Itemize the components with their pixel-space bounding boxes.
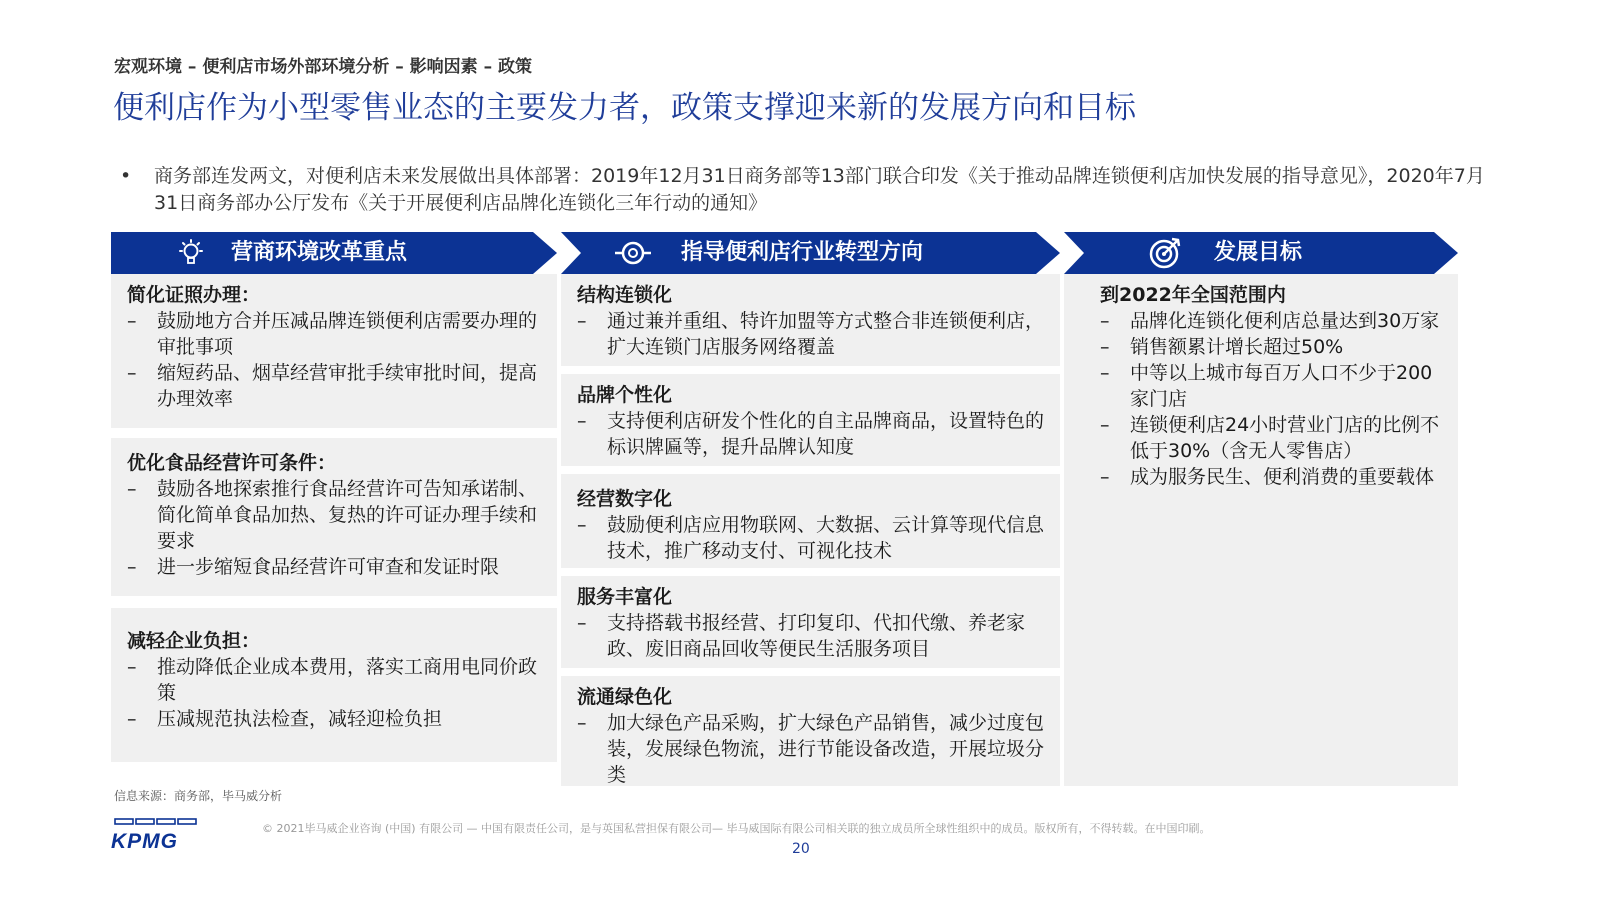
list-item: – 支持搭载书报经营、打印复印、代扣代缴、养老家政、废旧商品回收等便民生活服务项目 [577,612,1026,660]
direction-box [561,676,1060,786]
direction-box [561,474,1060,568]
box-title: 减轻企业负担： [127,630,261,652]
list-item: – 销售额累计增长超过50% [1100,336,1344,358]
box-title: 经营数字化 [577,488,673,510]
box-title: 优化食品经营许可条件： [127,452,337,474]
page-number: 20 [792,841,810,857]
column-header [111,232,557,274]
list-item: – 鼓励地方合并压减品牌连锁便利店需要办理的审批事项 [127,310,538,358]
direction-box [561,374,1060,466]
column-header-label: 营商环境改革重点 [231,240,408,265]
list-item: – 支持便利店研发个性化的自主品牌商品，设置特色的标识牌匾等，提升品牌认知度 [577,410,1045,458]
lightbulb-icon [177,239,205,267]
column-header-label: 指导便利店行业转型方向 [681,240,924,265]
list-item: – 加大绿色产品采购，扩大绿色产品销售，减少过度包装，发展绿色物流，进行节能设备改造，开展垃圾分类 [577,712,1045,786]
box-title: 简化证照办理： [127,284,261,306]
box-title: 服务丰富化 [577,586,673,608]
policy-box [111,438,557,596]
list-item: – 推动降低企业成本费用，落实工商用电同价政策 [127,656,538,704]
source-note: 信息来源：商务部，毕马威分析 [114,789,283,803]
list-item: – 鼓励便利店应用物联网、大数据、云计算等现代信息技术，推广移动支付、可视化技术 [577,514,1045,562]
column-header [1064,232,1458,274]
column-header [561,232,1060,274]
bullet-dot: • [120,165,132,187]
goals-box [1064,274,1458,786]
list-item: – 连锁便利店24小时营业门店的比例不低于30%（含无人零售店） [1100,414,1440,462]
column-business-environment [111,232,557,730]
list-item: – 压减规范执法检查，减轻迎检负担 [127,708,443,730]
page-title: 便利店作为小型零售业态的主要发力者，政策支撑迎来新的发展方向和目标 [113,90,1136,126]
kpmg-logo-text: KPMG [111,830,178,853]
column-development-goals [1064,232,1458,488]
list-item: – 缩短药品、烟草经营审批手续审批时间，提高办理效率 [127,362,538,410]
intro-text: 商务部连发两文，对便利店未来发展做出具体部署：2019年12月31日商务部等13部门联合印发《关于推动品牌连锁便利店加快发展的指导意见》，2020年7月31日商务部办公厅发布《关于开展便利店品牌化连锁化三年行动的通知》 [154,165,1485,214]
lifebuoy-icon [613,239,653,267]
direction-box [561,274,1060,366]
box-title: 到2022年全国范围内 [1100,284,1286,306]
list-item: – 成为服务民生、便利消费的重要载体 [1100,466,1435,488]
column-transformation-direction [561,232,1060,786]
box-title: 流通绿色化 [577,686,673,708]
column-header-label: 发展目标 [1214,240,1303,265]
box-title: 品牌个性化 [577,384,673,406]
breadcrumb: 宏观环境 – 便利店市场外部环境分析 – 影响因素 – 政策 [114,57,533,77]
list-item: – 通过兼并重组、特许加盟等方式整合非连锁便利店，扩大连锁门店服务网络覆盖 [577,310,1045,358]
direction-box [561,576,1060,668]
intro-bullet [120,163,1500,217]
policy-box [111,608,557,762]
copyright-note: © 2021毕马威企业咨询 (中国) 有限公司 — 中国有限责任公司，是与英国私营担保有限公司— 毕马威国际有限公司相关联的独立成员所全球性组织中的成员。版权所有，不得转载。在中国印刷。 [262,822,1211,835]
list-item: – 品牌化连锁化便利店总量达到30万家 [1100,310,1440,332]
list-item: – 中等以上城市每百万人口不少于200家门店 [1100,362,1433,410]
list-item: – 进一步缩短食品经营许可审查和发证时限 [127,556,500,578]
list-item: – 鼓励各地探索推行食品经营许可告知承诺制、简化简单食品加热、复热的许可证办理手续和要求 [127,478,538,552]
box-title: 结构连锁化 [577,284,673,306]
policy-box [111,274,557,428]
target-icon [1148,236,1182,270]
